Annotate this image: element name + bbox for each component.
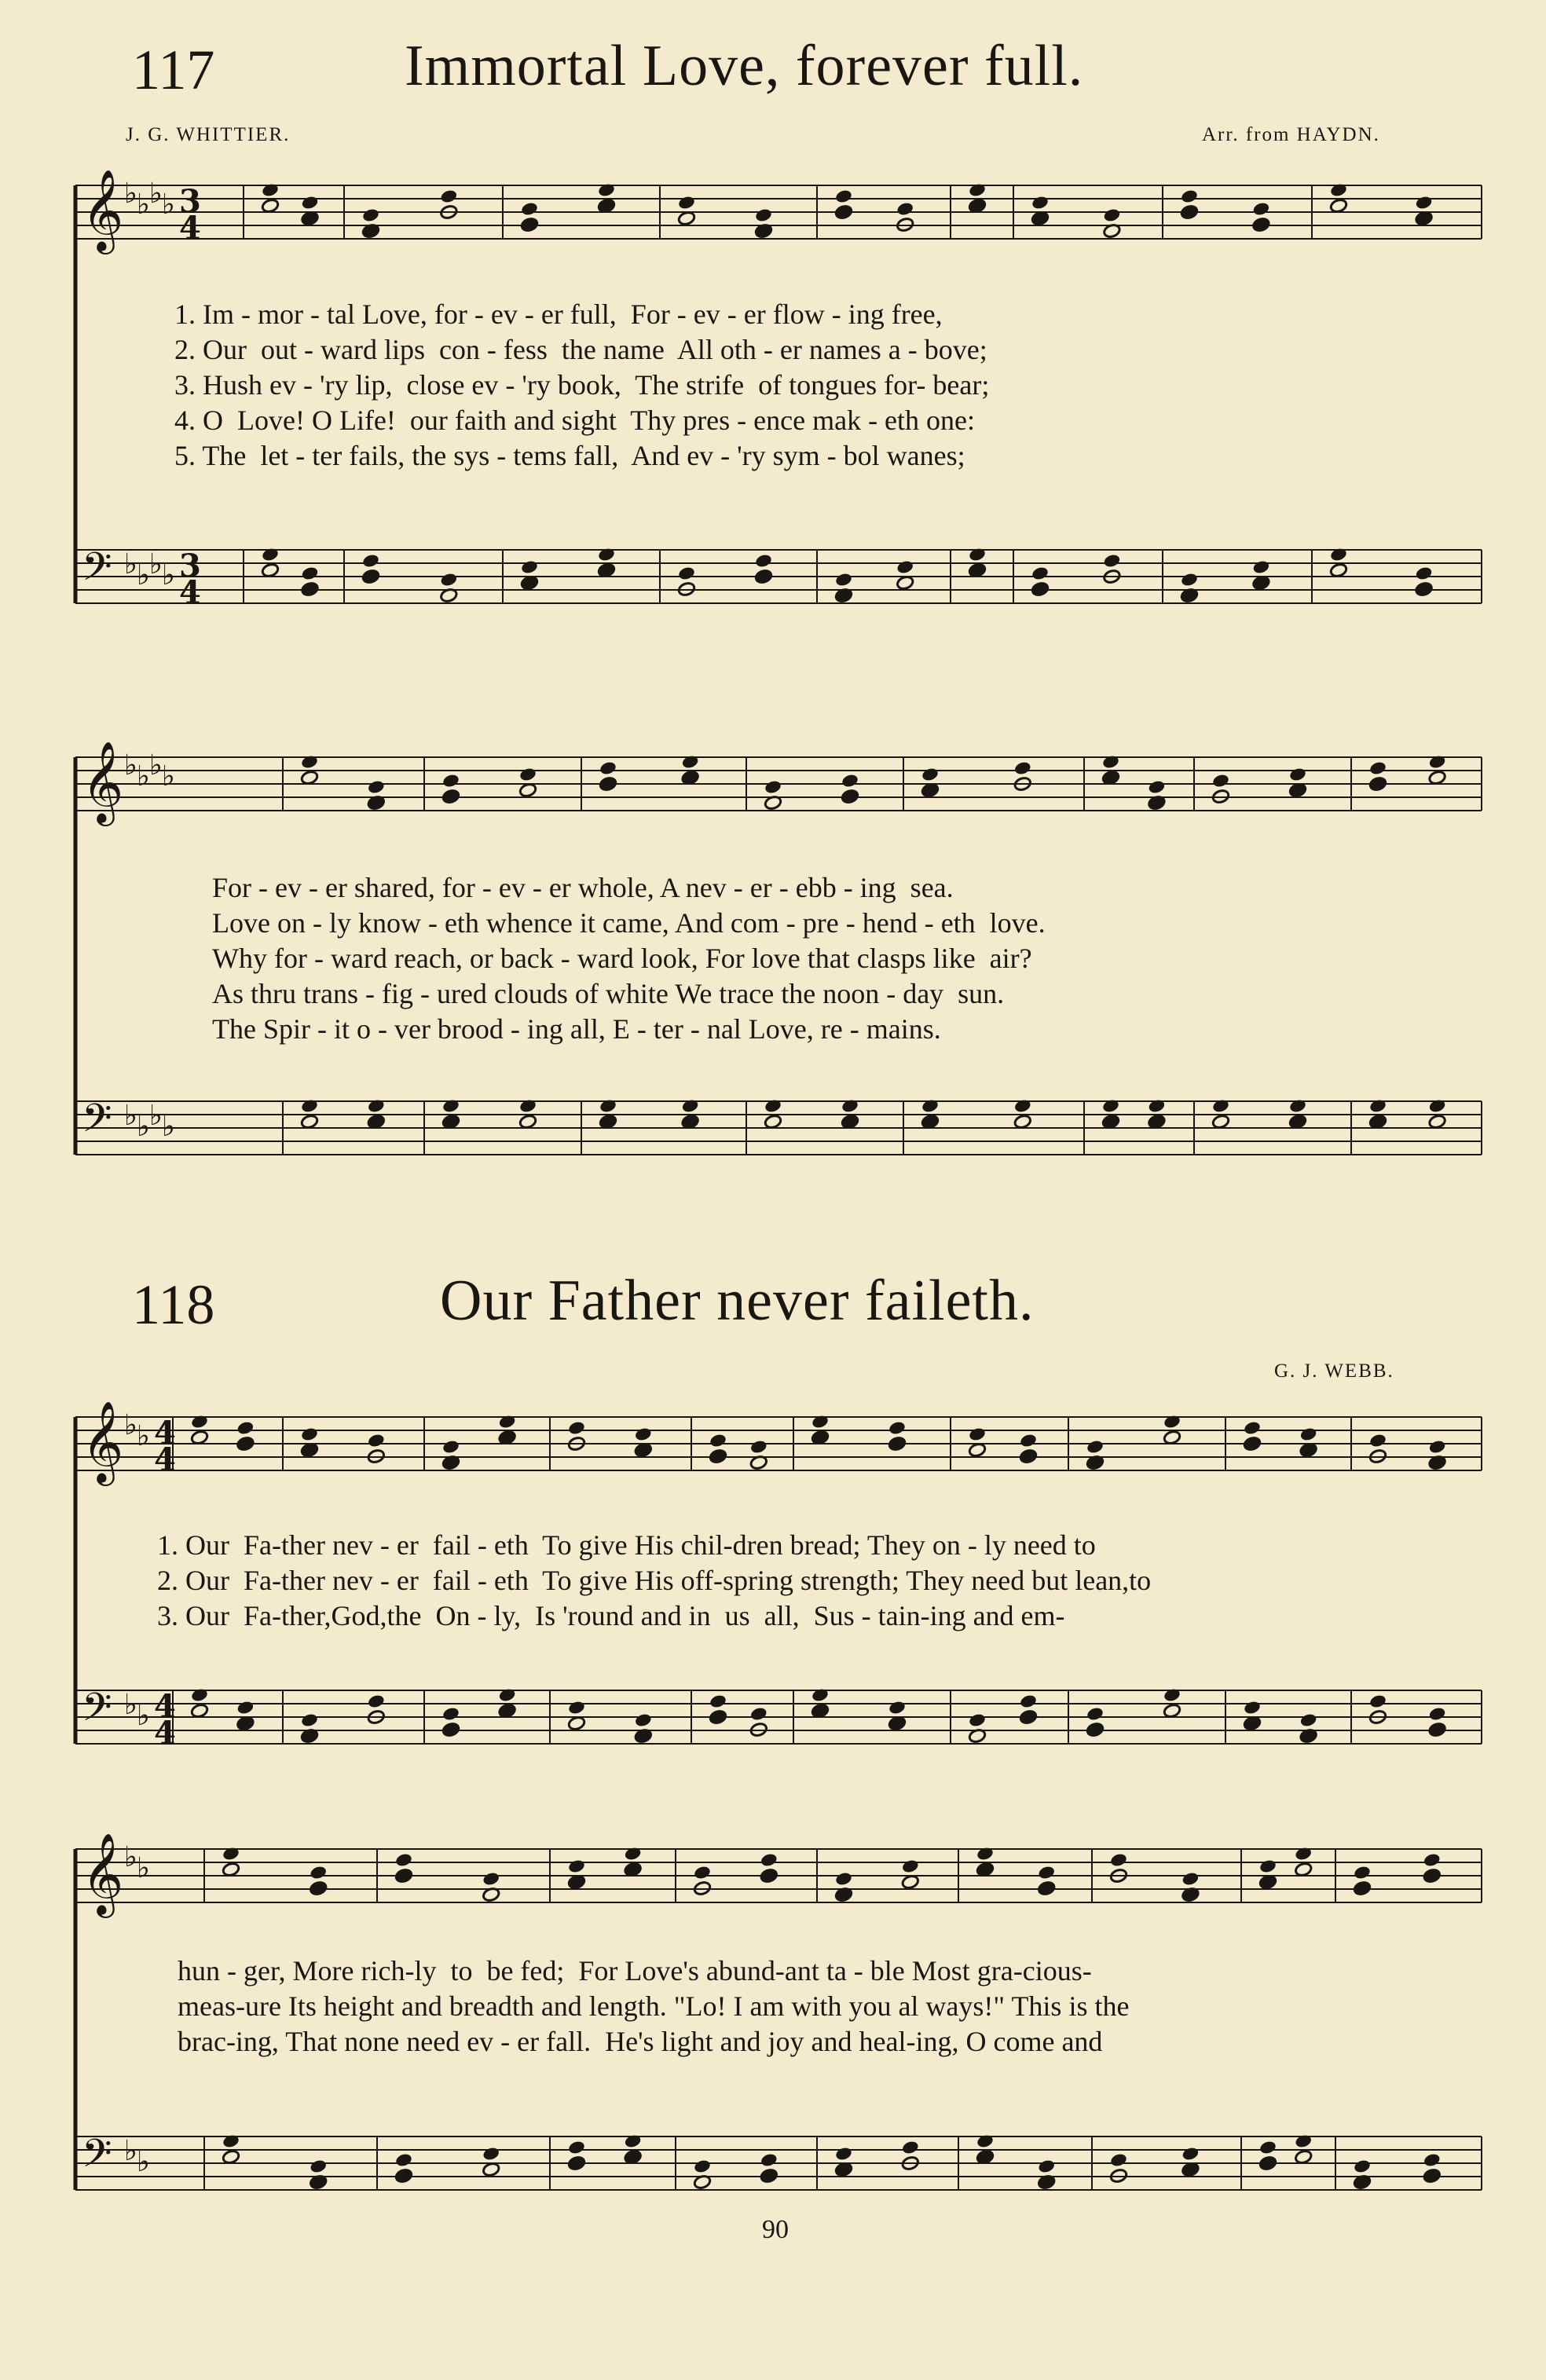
hymn-118-system-2-bass-note <box>1294 2149 1313 2165</box>
hymn-117-verse-line-3: 3. Hush ev - 'ry lip, close ev - 'ry book, The strife of tongues for- bear; <box>174 369 990 401</box>
hymn-117-system-2-treble-note <box>1288 782 1307 798</box>
hymn-117-system-2-bass-note <box>1013 1114 1032 1130</box>
hymn-118-system-1-treble-note <box>300 1426 319 1442</box>
hymn-118-system-1-bass-note <box>367 1693 386 1709</box>
hymn-117-system-2-bass-note <box>681 1114 700 1130</box>
hymn-117-system-2-bass-note <box>1428 1114 1447 1130</box>
hymn-117-system-1-bass-note <box>1031 581 1050 597</box>
hymn-117-system-2-bass-note <box>764 1114 782 1130</box>
hymn-118-system-1-treble-note <box>634 1426 653 1442</box>
hymn-118-system-1-treble-note <box>968 1442 987 1458</box>
hymn-117-system-2-treble-note <box>441 773 460 789</box>
hymn-118-system-1-bass-note <box>968 1712 987 1728</box>
hymn-117-system-2-treble-note <box>518 767 537 782</box>
hymn-117-system-1-treble-note <box>440 189 459 204</box>
hymn-117-system-1-treble-note <box>1329 198 1348 214</box>
hymn-118-system-1-bass-note <box>498 1703 517 1719</box>
hymn-117-verse-line-5: 5. The let - ter fails, the sys - tems fall, And ev - 'ry sym - bol wanes; <box>174 440 965 471</box>
hymn-118-system-1-treble-note <box>1299 1442 1318 1458</box>
hymn-117-system-1-treble-note <box>677 195 696 211</box>
hymn-118-system-2-bass-note <box>901 2140 920 2155</box>
hymn-118-system-2-bass-flat-sign: ♭ <box>137 2146 150 2178</box>
hymn-117-system-2-treble-note <box>921 782 940 798</box>
hymn-118-system-2-bass-note <box>1258 2155 1277 2171</box>
hymn-117-refrain-line-2: Love on - ly know - eth whence it came, And com - pre - hend - eth love. <box>212 907 1046 939</box>
hymn-118-system-1-bass-note <box>888 1700 907 1715</box>
hymn-118-system-1-treble-note <box>1163 1430 1181 1445</box>
hymn-117-system-1-bass-flat-sign: ♭ <box>124 548 137 580</box>
hymn-118-system-1-bass-note <box>1086 1706 1105 1722</box>
hymn-117-system-1-treble-note <box>1180 189 1199 204</box>
hymn-117-system-2-bass-note <box>921 1114 940 1130</box>
hymn-118-system-2-treble-flat-sign: ♭ <box>137 1852 150 1884</box>
hymn-118-system-1-bass-note <box>567 1700 586 1715</box>
hymn-118-system-2-treble-note <box>394 1868 413 1884</box>
hymn-118-system-2-treble-note <box>394 1852 413 1868</box>
hymn-118-system-2-treble-note <box>222 1862 240 1877</box>
hymn-117-system-1-bass-note <box>1103 553 1122 569</box>
hymn-118-system-1-bass-note <box>1243 1715 1262 1731</box>
hymn-117-system-2-bass-flat-sign: ♭ <box>124 1100 137 1132</box>
hymn-117-system-1-bass-flat-sign: ♭ <box>162 559 175 591</box>
hymn-117-title: Immortal Love, forever full. <box>405 34 1084 98</box>
hymn-117-system-1-treble-note <box>597 198 616 214</box>
hymn-118-system-2-treble-note <box>309 1880 328 1896</box>
hymn-118-system-1-treble-note <box>1299 1426 1318 1442</box>
hymn-118-system-1-treble-note <box>1086 1439 1105 1455</box>
hymn-118-system-2-treble-note <box>1423 1868 1442 1884</box>
hymn-117-system-1-bass-note <box>440 572 459 588</box>
hymn-117-system-2-bass-flat-sign: ♭ <box>149 1100 163 1132</box>
hymn-117-system-2-treble-note <box>1101 770 1120 785</box>
hymn-117-system-1-bass-flat-sign: ♭ <box>149 548 163 580</box>
hymn-117-system-1-treble-note <box>261 198 280 214</box>
hymn-117-system-2-bass-note <box>518 1114 537 1130</box>
hymn-117-system-2-treble-note <box>1211 773 1230 789</box>
hymn-117-system-2-treble-flat-sign: ♭ <box>149 749 163 782</box>
hymn-118-system-1-bass-note <box>1368 1693 1387 1709</box>
hymn-118-system-2-treble-note <box>567 1874 586 1890</box>
hymn-117-system-2-bass-clef: 𝄢 <box>82 1096 112 1151</box>
hymn-118-verse-line-2: 2. Our Fa-ther nev - er fail - eth To give His off-spring strength; They need but lean,to <box>157 1565 1152 1596</box>
hymn-118-system-1-treble-note <box>367 1433 386 1448</box>
hymn-118-system-1-treble-note <box>749 1439 768 1455</box>
hymn-117-system-2-treble-note <box>921 767 940 782</box>
hymn-118-system-2-treble-flat-sign: ♭ <box>124 1841 137 1873</box>
hymn-117-system-1-treble-note <box>834 189 853 204</box>
hymn-117-system-1-bass-clef: 𝄢 <box>82 544 112 599</box>
hymn-118-system-1-bass-note <box>300 1712 319 1728</box>
hymn-118-system-2-treble-note <box>834 1871 853 1887</box>
hymn-118-system-2-treble-note <box>1353 1865 1372 1880</box>
hymn-118-system-2-bass-note <box>693 2158 712 2174</box>
hymn-118-system-1-bass-time-bottom: 4 <box>154 1715 176 1752</box>
hymn-118-system-2-treble-note <box>976 1862 995 1877</box>
hymn-117-system-2-treble-note <box>1148 779 1167 795</box>
hymn-117-system-1-treble-note <box>301 195 320 211</box>
hymn-118-system-1-bass-note <box>888 1715 907 1731</box>
hymn-117-system-1-treble-note <box>1252 201 1271 217</box>
hymn-118-system-2-bass-note <box>834 2162 853 2177</box>
hymn-117-system-1-bass-flat-sign: ♭ <box>137 559 150 591</box>
hymn-117-refrain-line-3: Why for - ward reach, or back - ward look, For love that clasps like air? <box>212 943 1032 974</box>
hymn-118-system-2-treble-note <box>1258 1874 1277 1890</box>
hymn-117-system-1-treble-note <box>896 201 914 217</box>
hymn-117-system-1-bass-note <box>301 581 320 597</box>
hymn-118-system-1-bass-flat-sign: ♭ <box>124 1689 137 1721</box>
hymn-118-system-1-treble-note <box>567 1420 586 1436</box>
hymn-117-system-1-treble-note <box>361 207 380 223</box>
hymn-117-system-2-treble-note <box>681 770 700 785</box>
hymn-117-system-1-treble-note <box>1180 204 1199 220</box>
hymn-117-number: 117 <box>132 38 215 101</box>
hymn-118-system-1-bass-note <box>1163 1703 1181 1719</box>
hymn-118-system-2-treble-note <box>1423 1852 1442 1868</box>
hymn-117-system-1-bass-note <box>1252 559 1271 575</box>
hymn-117-system-1-treble-flat-sign: ♭ <box>149 178 163 210</box>
hymn-117-system-1-bass-note <box>677 566 696 581</box>
hymn-117-verse-line-1: 1. Im - mor - tal Love, for - ev - er full, For - ev - er flow - ing free, <box>174 298 943 330</box>
hymn-117-system-1-bass-note <box>597 562 616 578</box>
hymn-118-system-1-treble-note <box>1019 1448 1038 1464</box>
hymn-118-system-2-treble-note <box>1037 1880 1056 1896</box>
hymn-117-system-1-treble-flat-sign: ♭ <box>162 189 175 221</box>
hymn-118-system-2-bass-note <box>1181 2162 1200 2177</box>
hymn-117-system-1-treble-clef: 𝄞 <box>82 169 124 251</box>
hymn-117-verse-line-2: 2. Our out - ward lips con - fess the name All oth - er names a - bove; <box>174 334 987 365</box>
hymn-118-system-1-treble-clef: 𝄞 <box>82 1401 124 1483</box>
hymn-118-system-2-bass-note <box>567 2140 586 2155</box>
hymn-118-system-2-bass-note <box>1037 2158 1056 2174</box>
hymn-117-system-2-bass-note <box>1211 1114 1230 1130</box>
hymn-117-music-credit: Arr. from HAYDN. <box>1202 124 1380 145</box>
hymn-117-system-1-bass-note <box>1329 562 1348 578</box>
hymn-117-words-credit: J. G. WHITTIER. <box>126 124 291 145</box>
hymn-117-system-1-bass-note <box>301 566 320 581</box>
hymn-117-system-2-treble-note <box>367 779 386 795</box>
hymn-118-system-2-treble-note <box>624 1862 643 1877</box>
hymn-117-system-1-treble-note <box>1252 217 1271 233</box>
hymn-118-system-1-bass-note <box>709 1693 727 1709</box>
hymn-118-system-1-treble-note <box>441 1439 460 1455</box>
hymn-117-system-1-treble-note <box>834 204 853 220</box>
hymn-117-system-1-treble-note <box>677 211 696 226</box>
hymn-117-system-1-treble-time-bottom: 4 <box>179 210 201 247</box>
hymn-117-system-2-bass-flat-sign: ♭ <box>162 1111 175 1143</box>
hymn-118-system-2-bass-note <box>482 2162 500 2177</box>
hymn-117-system-2-treble-note <box>1288 767 1307 782</box>
hymn-117-system-2-treble-note <box>441 789 460 804</box>
hymn-118-system-1-bass-time-top: 4 <box>154 1688 176 1725</box>
hymn-117-system-2-bass-note <box>1368 1114 1387 1130</box>
hymn-117-system-2-treble-note <box>841 773 859 789</box>
hymn-118-refrain-line-1: hun - ger, More rich-ly to be fed; For Love's abund-ant ta - ble Most gra-cious- <box>178 1955 1092 1986</box>
hymn-118-system-1-treble-note <box>300 1442 319 1458</box>
hymn-117-system-2-bass-note <box>599 1114 617 1130</box>
hymn-118-system-1-treble-note <box>811 1430 830 1445</box>
hymn-118-system-1-bass-note <box>1086 1722 1105 1737</box>
hymn-117-system-1-treble-note <box>1031 195 1050 211</box>
hymn-117-system-1-treble-note <box>1415 195 1434 211</box>
hymn-117-system-2-treble-flat-sign: ♭ <box>162 760 175 793</box>
hymn-118-system-1-bass-note <box>441 1706 460 1722</box>
hymn-118-system-2-bass-note <box>1181 2146 1200 2162</box>
hymn-117-system-2-treble-note <box>300 770 319 785</box>
hymn-117-system-2-treble-note <box>764 779 782 795</box>
hymn-118-system-2-bass-note <box>1353 2158 1372 2174</box>
hymn-117-system-2-bass-flat-sign: ♭ <box>137 1111 150 1143</box>
hymn-117-system-1-bass-note <box>896 559 914 575</box>
hymn-117-system-2-treble-note <box>599 776 617 792</box>
hymn-117-system-2-treble-flat-sign: ♭ <box>124 749 137 782</box>
hymn-118-title: Our Father never faileth. <box>440 1269 1035 1333</box>
hymn-117-system-2-treble-note <box>841 789 859 804</box>
hymn-118-system-1-treble-note <box>498 1430 517 1445</box>
hymn-118-verse-line-1: 1. Our Fa-ther nev - er fail - eth To give His chil-dren bread; They on - ly need to <box>157 1529 1096 1561</box>
hymn-118-music-credit: G. J. WEBB. <box>1274 1360 1394 1382</box>
hymn-117-system-2-treble-note <box>1013 760 1032 776</box>
hymn-117-system-1-treble-note <box>520 201 539 217</box>
hymn-118-system-2-bass-note <box>1258 2140 1277 2155</box>
hymn-117-system-1-bass-note <box>968 562 987 578</box>
hymn-117-system-1-treble-note <box>1415 211 1434 226</box>
hymn-117-system-2-bass-note <box>300 1114 319 1130</box>
hymn-118-system-1-bass-note <box>236 1700 255 1715</box>
hymn-117-system-1-bass-note <box>754 553 773 569</box>
hymn-117-system-1-bass-note <box>261 562 280 578</box>
hymn-118-system-1-bass-note <box>1299 1712 1318 1728</box>
hymn-118-system-1-treble-note <box>1368 1433 1387 1448</box>
hymn-118-system-1-bass-note <box>1428 1722 1447 1737</box>
hymn-118-verse-line-3: 3. Our Fa-ther,God,the On - ly, Is 'round and in us all, Sus - tain-ing and em- <box>157 1600 1065 1631</box>
hymn-118-system-2-treble-note <box>1258 1858 1277 1874</box>
hymn-118-system-1-treble-note <box>888 1436 907 1452</box>
hymn-117-system-1-bass-note <box>1031 566 1050 581</box>
hymn-118-system-1-bass-note <box>441 1722 460 1737</box>
hymn-118-system-1-treble-flat-sign: ♭ <box>137 1420 150 1452</box>
hymn-118-system-1-treble-note <box>236 1420 255 1436</box>
hymn-118-system-1-bass-note <box>567 1715 586 1731</box>
hymn-118-system-2-treble-clef: 𝄞 <box>82 1833 124 1915</box>
hymn-117-refrain-line-5: The Spir - it o - ver brood - ing all, E - ter - nal Love, re - mains. <box>212 1013 941 1045</box>
hymn-117-refrain-line-1: For - ev - er shared, for - ev - er whole, A nev - er - ebb - ing sea. <box>212 872 954 903</box>
hymn-117-system-1-bass-time-top: 3 <box>179 547 201 584</box>
hymn-118-system-1-bass-note <box>190 1703 209 1719</box>
hymn-118-system-2-treble-note <box>901 1874 920 1890</box>
hymn-118-system-2-bass-note <box>567 2155 586 2171</box>
hymn-118-system-1-bass-note <box>1243 1700 1262 1715</box>
hymn-117-system-1-bass-note <box>834 572 853 588</box>
hymn-117-system-1-bass-note <box>1252 575 1271 591</box>
hymn-118-system-2-bass-note <box>834 2146 853 2162</box>
hymn-117-system-1-treble-flat-sign: ♭ <box>124 178 137 210</box>
hymn-118-system-2-bass-note <box>624 2149 643 2165</box>
hymn-118-system-2-bass-note <box>1423 2168 1442 2184</box>
hymn-118-system-1-treble-note <box>190 1430 209 1445</box>
hymn-118-system-2-treble-note <box>760 1868 778 1884</box>
hymn-117-system-1-treble-note <box>1031 211 1050 226</box>
hymn-117-system-2-bass-note <box>1288 1114 1307 1130</box>
hymn-117-system-1-bass-note <box>361 553 380 569</box>
hymn-117-system-1-treble-flat-sign: ♭ <box>137 189 150 221</box>
hymn-118-system-2-bass-note <box>1109 2152 1128 2168</box>
hymn-118-system-2-bass-clef: 𝄢 <box>82 2131 112 2186</box>
hymn-118-system-1-treble-note <box>1428 1439 1447 1455</box>
hymn-117-system-1-treble-time-top: 3 <box>179 183 201 220</box>
hymn-118-system-2-bass-note <box>482 2146 500 2162</box>
hymn-117-system-1-treble-note <box>1103 207 1122 223</box>
hymn-118-system-1-treble-time-bottom: 4 <box>154 1441 176 1478</box>
hymn-117-refrain-line-4: As thru trans - fig - ured clouds of white We trace the noon - day sun. <box>212 978 1005 1009</box>
hymn-117-system-2-bass-note <box>441 1114 460 1130</box>
hymn-117-system-1-treble-note <box>968 198 987 214</box>
hymn-118-system-1-bass-note <box>1019 1693 1038 1709</box>
hymn-117-system-1-bass-note <box>754 569 773 584</box>
hymn-118-system-2-bass-note <box>1423 2152 1442 2168</box>
hymn-118-system-1-treble-note <box>709 1448 727 1464</box>
hymn-118-system-1-treble-note <box>1243 1420 1262 1436</box>
hymn-118-system-2-bass-note <box>222 2149 240 2165</box>
hymn-118-system-2-bass-note <box>394 2152 413 2168</box>
hymn-118-system-2-bass-note <box>976 2149 995 2165</box>
hymn-117-system-1-bass-note <box>520 559 539 575</box>
hymn-118-system-2-treble-note <box>309 1865 328 1880</box>
hymn-117-system-1-treble-note <box>754 207 773 223</box>
hymn-118-number: 118 <box>132 1273 215 1336</box>
hymn-118-system-2-treble-note <box>1181 1871 1200 1887</box>
hymn-118-system-2-bass-note <box>309 2158 328 2174</box>
hymn-117-system-2-bass-note <box>841 1114 859 1130</box>
hymn-118-system-2-treble-note <box>567 1858 586 1874</box>
hymn-118-system-1-treble-note <box>968 1426 987 1442</box>
hymn-118-system-2-treble-note <box>760 1852 778 1868</box>
hymn-118-system-1-bass-flat-sign: ♭ <box>137 1700 150 1732</box>
hymn-118-system-2-bass-flat-sign: ♭ <box>124 2135 137 2167</box>
hymn-117-system-2-treble-note <box>1428 770 1447 785</box>
hymn-117-system-1-bass-time-bottom: 4 <box>179 574 201 611</box>
hymn-117-system-2-treble-note <box>599 760 617 776</box>
hymn-118-system-2-bass-note <box>394 2168 413 2184</box>
hymn-117-system-2-bass-note <box>1101 1114 1120 1130</box>
hymn-118-refrain-line-2: meas-ure Its height and breadth and length. "Lo! I am with you al ways!" This is the <box>178 1990 1130 2022</box>
page-number: 90 <box>762 2215 789 2244</box>
hymn-118-system-1-bass-note <box>236 1715 255 1731</box>
hymn-117-system-1-treble-note <box>520 217 539 233</box>
hymn-117-system-1-bass-note <box>1415 581 1434 597</box>
hymn-118-system-1-treble-flat-sign: ♭ <box>124 1409 137 1441</box>
hymn-118-system-1-treble-note <box>634 1442 653 1458</box>
hymn-118-system-2-treble-note <box>901 1858 920 1874</box>
hymn-118-system-1-treble-note <box>709 1433 727 1448</box>
hymn-117-system-2-treble-flat-sign: ♭ <box>137 760 150 793</box>
hymn-118-system-1-treble-note <box>1019 1433 1038 1448</box>
hymn-117-system-2-treble-note <box>1368 776 1387 792</box>
hymn-117-system-1-bass-note <box>896 575 914 591</box>
hymn-117-system-1-bass-note <box>361 569 380 584</box>
hymn-118-system-2-bass-note <box>760 2168 778 2184</box>
hymn-118-system-1-bass-note <box>749 1706 768 1722</box>
hymn-118-system-2-treble-note <box>482 1871 500 1887</box>
hymn-117-verse-line-4: 4. O Love! O Life! our faith and sight Thy pres - ence mak - eth one: <box>174 405 976 436</box>
hymn-118-system-2-treble-note <box>1109 1852 1128 1868</box>
hymn-117-system-2-bass-note <box>367 1114 386 1130</box>
hymn-118-system-1-bass-note <box>709 1709 727 1725</box>
hymn-118-system-1-bass-note <box>1019 1709 1038 1725</box>
hymn-118-system-1-bass-clef: 𝄢 <box>82 1685 112 1740</box>
hymn-117-system-2-treble-note <box>1368 760 1387 776</box>
hymn-118-system-2-treble-note <box>1037 1865 1056 1880</box>
hymn-117-system-2-bass-note <box>1148 1114 1167 1130</box>
hymn-118-system-1-bass-note <box>634 1712 653 1728</box>
hymn-117-system-1-bass-note <box>1415 566 1434 581</box>
hymn-117-system-2-treble-note <box>518 782 537 798</box>
hymn-118-refrain-line-3: brac-ing, That none need ev - er fall. He's light and joy and heal-ing, O come and <box>178 2026 1103 2057</box>
hymn-118-system-1-bass-note <box>811 1703 830 1719</box>
hymn-118-system-1-treble-note <box>888 1420 907 1436</box>
hymn-118-system-2-treble-note <box>1294 1862 1313 1877</box>
hymn-117-system-2-treble-clef: 𝄞 <box>82 741 124 823</box>
hymn-118-system-2-treble-note <box>693 1865 712 1880</box>
hymn-118-system-2-treble-note <box>1353 1880 1372 1896</box>
hymn-118-system-1-treble-note <box>236 1436 255 1452</box>
hymn-117-system-1-bass-note <box>1180 572 1199 588</box>
hymn-118-system-1-treble-time-top: 4 <box>154 1415 176 1452</box>
hymn-117-system-1-bass-note <box>520 575 539 591</box>
hymn-118-system-2-bass-note <box>760 2152 778 2168</box>
hymn-118-system-1-bass-note <box>1428 1706 1447 1722</box>
hymn-117-system-1-treble-note <box>301 211 320 226</box>
hymn-118-system-1-treble-note <box>1243 1436 1262 1452</box>
